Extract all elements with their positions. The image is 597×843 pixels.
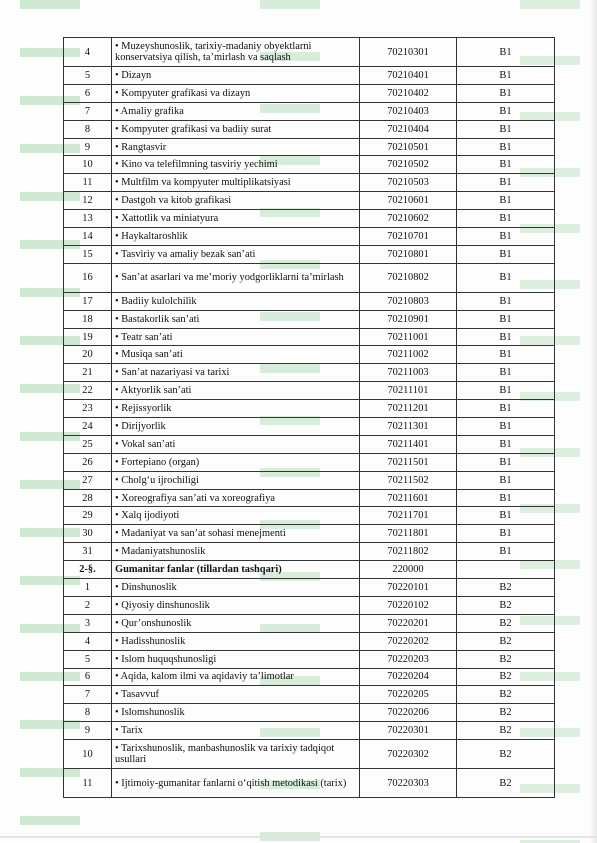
row-number-cell: 24 — [64, 418, 112, 436]
table-row — [64, 263, 555, 292]
table-row — [64, 346, 555, 364]
table-row — [64, 418, 555, 436]
level-cell: B1 — [457, 102, 555, 120]
specialty-name-cell: • Islom huquqshunosligi — [112, 650, 360, 668]
table-row — [64, 471, 555, 489]
specialty-name-cell: • Qur’onshunoslik — [112, 614, 360, 632]
level-cell: B1 — [457, 364, 555, 382]
level-cell: B1 — [457, 174, 555, 192]
specialty-name-cell: • Dinshunoslik — [112, 579, 360, 597]
row-number-cell: 7 — [64, 102, 112, 120]
specialty-name-cell: • Rangtasvir — [112, 138, 360, 156]
row-number-cell: 3 — [64, 614, 112, 632]
table-row — [64, 722, 555, 740]
row-number-cell: 26 — [64, 453, 112, 471]
level-cell: B2 — [457, 596, 555, 614]
specialty-name-cell: • Vokal san’ati — [112, 435, 360, 453]
row-number-cell: 12 — [64, 192, 112, 210]
level-cell: B1 — [457, 543, 555, 561]
code-cell: 70210401 — [360, 67, 457, 85]
level-cell: B1 — [457, 471, 555, 489]
table-row — [64, 245, 555, 263]
level-cell: B1 — [457, 382, 555, 400]
level-cell: B2 — [457, 650, 555, 668]
specialty-name-cell: • San’at asarlari va me’moriy yodgorliklarni ta’mirlash — [112, 263, 360, 292]
table-row — [64, 579, 555, 597]
table-row — [64, 668, 555, 686]
row-number-cell: 20 — [64, 346, 112, 364]
table-row — [64, 292, 555, 310]
table-row — [64, 686, 555, 704]
level-cell: B1 — [457, 346, 555, 364]
code-cell: 70210802 — [360, 263, 457, 292]
specialty-name-cell: • Cholg‘u ijrochiligi — [112, 471, 360, 489]
specialty-name-cell: • Bastakorlik san’ati — [112, 310, 360, 328]
level-cell: B1 — [457, 435, 555, 453]
row-number-cell: 2-§. — [64, 561, 112, 579]
level-cell: B1 — [457, 156, 555, 174]
level-cell: B2 — [457, 769, 555, 798]
table-row — [64, 192, 555, 210]
level-cell: B1 — [457, 418, 555, 436]
specialty-name-cell: • Rejissyorlik — [112, 400, 360, 418]
code-cell: 70211701 — [360, 507, 457, 525]
level-cell: B1 — [457, 328, 555, 346]
specialty-name-cell: • Dizayn — [112, 67, 360, 85]
specialty-name-cell: • Teatr san’ati — [112, 328, 360, 346]
row-number-cell: 5 — [64, 67, 112, 85]
specialty-name-cell: • Tarixshunoslik, manbashunoslik va tarixiy tadqiqot usullari — [112, 740, 360, 769]
row-number-cell: 9 — [64, 722, 112, 740]
row-number-cell: 4 — [64, 632, 112, 650]
code-cell: 70220101 — [360, 579, 457, 597]
level-cell: B1 — [457, 38, 555, 67]
code-cell: 70210502 — [360, 156, 457, 174]
table-row — [64, 525, 555, 543]
code-cell: 70210403 — [360, 102, 457, 120]
row-number-cell: 15 — [64, 245, 112, 263]
code-cell: 70220102 — [360, 596, 457, 614]
specialty-name-cell: • Muzeyshunoslik, tarixiy-madaniy obyektlarni konservatsiya qilish, ta’mirlash va saqlash — [112, 38, 360, 67]
level-cell: B1 — [457, 192, 555, 210]
code-cell: 70220303 — [360, 769, 457, 798]
specialty-name-cell: • Badiiy kulolchilik — [112, 292, 360, 310]
row-number-cell: 22 — [64, 382, 112, 400]
level-cell: B1 — [457, 84, 555, 102]
code-cell: 70211001 — [360, 328, 457, 346]
code-cell: 70210901 — [360, 310, 457, 328]
level-cell: B1 — [457, 525, 555, 543]
table-row — [64, 453, 555, 471]
table-row — [64, 507, 555, 525]
specialty-name-cell: • Amaliy grafika — [112, 102, 360, 120]
row-number-cell: 2 — [64, 596, 112, 614]
specialty-name-cell: • Xalq ijodiyoti — [112, 507, 360, 525]
level-cell: B2 — [457, 740, 555, 769]
row-number-cell: 14 — [64, 228, 112, 246]
row-number-cell: 8 — [64, 704, 112, 722]
section-row — [64, 561, 555, 579]
row-number-cell: 17 — [64, 292, 112, 310]
code-cell: 70210402 — [360, 84, 457, 102]
row-number-cell: 10 — [64, 740, 112, 769]
row-number-cell: 30 — [64, 525, 112, 543]
code-cell: 70211101 — [360, 382, 457, 400]
code-cell: 70220202 — [360, 632, 457, 650]
row-number-cell: 18 — [64, 310, 112, 328]
code-cell: 70210301 — [360, 38, 457, 67]
specialty-name-cell: • Kino va telefilmning tasviriy yechimi — [112, 156, 360, 174]
level-cell: B1 — [457, 453, 555, 471]
table-row — [64, 84, 555, 102]
level-cell: B1 — [457, 489, 555, 507]
specialty-name-cell: • Tarix — [112, 722, 360, 740]
code-cell: 70220204 — [360, 668, 457, 686]
table-row — [64, 120, 555, 138]
specialty-name-cell: • Tasavvuf — [112, 686, 360, 704]
table-row — [64, 769, 555, 798]
code-cell: 70210601 — [360, 192, 457, 210]
level-cell: B2 — [457, 579, 555, 597]
code-cell: 70220206 — [360, 704, 457, 722]
level-cell: B1 — [457, 67, 555, 85]
row-number-cell: 28 — [64, 489, 112, 507]
table-row — [64, 210, 555, 228]
row-number-cell: 1 — [64, 579, 112, 597]
code-cell: 70210501 — [360, 138, 457, 156]
level-cell — [457, 561, 555, 579]
specialty-name-cell: • Kompyuter grafikasi va dizayn — [112, 84, 360, 102]
table-row — [64, 156, 555, 174]
table-row — [64, 102, 555, 120]
table-row — [64, 489, 555, 507]
specialty-name-cell: • Haykaltaroshlik — [112, 228, 360, 246]
code-cell: 70220201 — [360, 614, 457, 632]
row-number-cell: 16 — [64, 263, 112, 292]
code-cell: 70220302 — [360, 740, 457, 769]
specialty-name-cell: • Islomshunoslik — [112, 704, 360, 722]
table-row — [64, 382, 555, 400]
specialty-name-cell: Gumanitar fanlar (tillardan tashqari) — [112, 561, 360, 579]
level-cell: B1 — [457, 400, 555, 418]
code-cell: 70210602 — [360, 210, 457, 228]
specialty-name-cell: • Tasviriy va amaliy bezak san’ati — [112, 245, 360, 263]
row-number-cell: 5 — [64, 650, 112, 668]
specialty-name-cell: • Kompyuter grafikasi va badiiy surat — [112, 120, 360, 138]
specialty-name-cell: • Dastgoh va kitob grafikasi — [112, 192, 360, 210]
code-cell: 220000 — [360, 561, 457, 579]
level-cell: B1 — [457, 245, 555, 263]
code-cell: 70211301 — [360, 418, 457, 436]
level-cell: B2 — [457, 686, 555, 704]
table-row — [64, 174, 555, 192]
row-number-cell: 11 — [64, 174, 112, 192]
row-number-cell: 8 — [64, 120, 112, 138]
level-cell: B1 — [457, 120, 555, 138]
specialty-name-cell: • Multfilm va kompyuter multiplikatsiyasi — [112, 174, 360, 192]
specialty-name-cell: • Aqida, kalom ilmi va aqidaviy ta’limotlar — [112, 668, 360, 686]
specialty-name-cell: • Aktyorlik san’ati — [112, 382, 360, 400]
table-row — [64, 543, 555, 561]
code-cell: 70211401 — [360, 435, 457, 453]
row-number-cell: 7 — [64, 686, 112, 704]
page-bottom-edge — [0, 836, 597, 838]
code-cell: 70220203 — [360, 650, 457, 668]
level-cell: B1 — [457, 292, 555, 310]
code-cell: 70210404 — [360, 120, 457, 138]
specialty-name-cell: • Qiyosiy dinshunoslik — [112, 596, 360, 614]
code-cell: 70211502 — [360, 471, 457, 489]
table-row — [64, 310, 555, 328]
row-number-cell: 31 — [64, 543, 112, 561]
table-row — [64, 400, 555, 418]
specialty-name-cell: • Ijtimoiy-gumanitar fanlarni o‘qitish metodikasi (tarix) — [112, 769, 360, 798]
code-cell: 70211501 — [360, 453, 457, 471]
level-cell: B1 — [457, 507, 555, 525]
code-cell: 70220205 — [360, 686, 457, 704]
table-row — [64, 704, 555, 722]
row-number-cell: 10 — [64, 156, 112, 174]
page-edge-shadow — [589, 0, 597, 843]
code-cell: 70211201 — [360, 400, 457, 418]
table-row — [64, 38, 555, 67]
specialty-name-cell: • Xoreografiya san’ati va xoreografiya — [112, 489, 360, 507]
row-number-cell: 19 — [64, 328, 112, 346]
code-cell: 70211002 — [360, 346, 457, 364]
table-row — [64, 364, 555, 382]
code-cell: 70210801 — [360, 245, 457, 263]
level-cell: B2 — [457, 614, 555, 632]
table-row — [64, 632, 555, 650]
code-cell: 70211003 — [360, 364, 457, 382]
specialty-name-cell: • Madaniyatshunoslik — [112, 543, 360, 561]
row-number-cell: 13 — [64, 210, 112, 228]
level-cell: B2 — [457, 722, 555, 740]
row-number-cell: 4 — [64, 38, 112, 67]
level-cell: B1 — [457, 138, 555, 156]
row-number-cell: 23 — [64, 400, 112, 418]
table-row — [64, 328, 555, 346]
code-cell: 70210503 — [360, 174, 457, 192]
table-row — [64, 138, 555, 156]
row-number-cell: 6 — [64, 668, 112, 686]
table-row — [64, 614, 555, 632]
specialties-table — [63, 37, 555, 798]
table-row — [64, 596, 555, 614]
row-number-cell: 25 — [64, 435, 112, 453]
row-number-cell: 27 — [64, 471, 112, 489]
code-cell: 70210803 — [360, 292, 457, 310]
code-cell: 70211802 — [360, 543, 457, 561]
row-number-cell: 9 — [64, 138, 112, 156]
table-row — [64, 67, 555, 85]
specialty-name-cell: • Dirijyorlik — [112, 418, 360, 436]
level-cell: B1 — [457, 263, 555, 292]
table-row — [64, 228, 555, 246]
level-cell: B2 — [457, 704, 555, 722]
table-row — [64, 740, 555, 769]
specialty-name-cell: • Madaniyat va san’at sohasi menejmenti — [112, 525, 360, 543]
table-row — [64, 435, 555, 453]
row-number-cell: 21 — [64, 364, 112, 382]
code-cell: 70211601 — [360, 489, 457, 507]
specialty-name-cell: • Fortepiano (organ) — [112, 453, 360, 471]
level-cell: B2 — [457, 632, 555, 650]
specialty-name-cell: • Hadisshunoslik — [112, 632, 360, 650]
table-body — [64, 38, 555, 798]
row-number-cell: 29 — [64, 507, 112, 525]
row-number-cell: 6 — [64, 84, 112, 102]
level-cell: B2 — [457, 668, 555, 686]
specialty-name-cell: • Musiqa san’ati — [112, 346, 360, 364]
code-cell: 70220301 — [360, 722, 457, 740]
table-row — [64, 650, 555, 668]
level-cell: B1 — [457, 228, 555, 246]
code-cell: 70211801 — [360, 525, 457, 543]
level-cell: B1 — [457, 210, 555, 228]
specialty-name-cell: • Xattotlik va miniatyura — [112, 210, 360, 228]
specialty-name-cell: • San’at nazariyasi va tarixi — [112, 364, 360, 382]
code-cell: 70210701 — [360, 228, 457, 246]
row-number-cell: 11 — [64, 769, 112, 798]
level-cell: B1 — [457, 310, 555, 328]
